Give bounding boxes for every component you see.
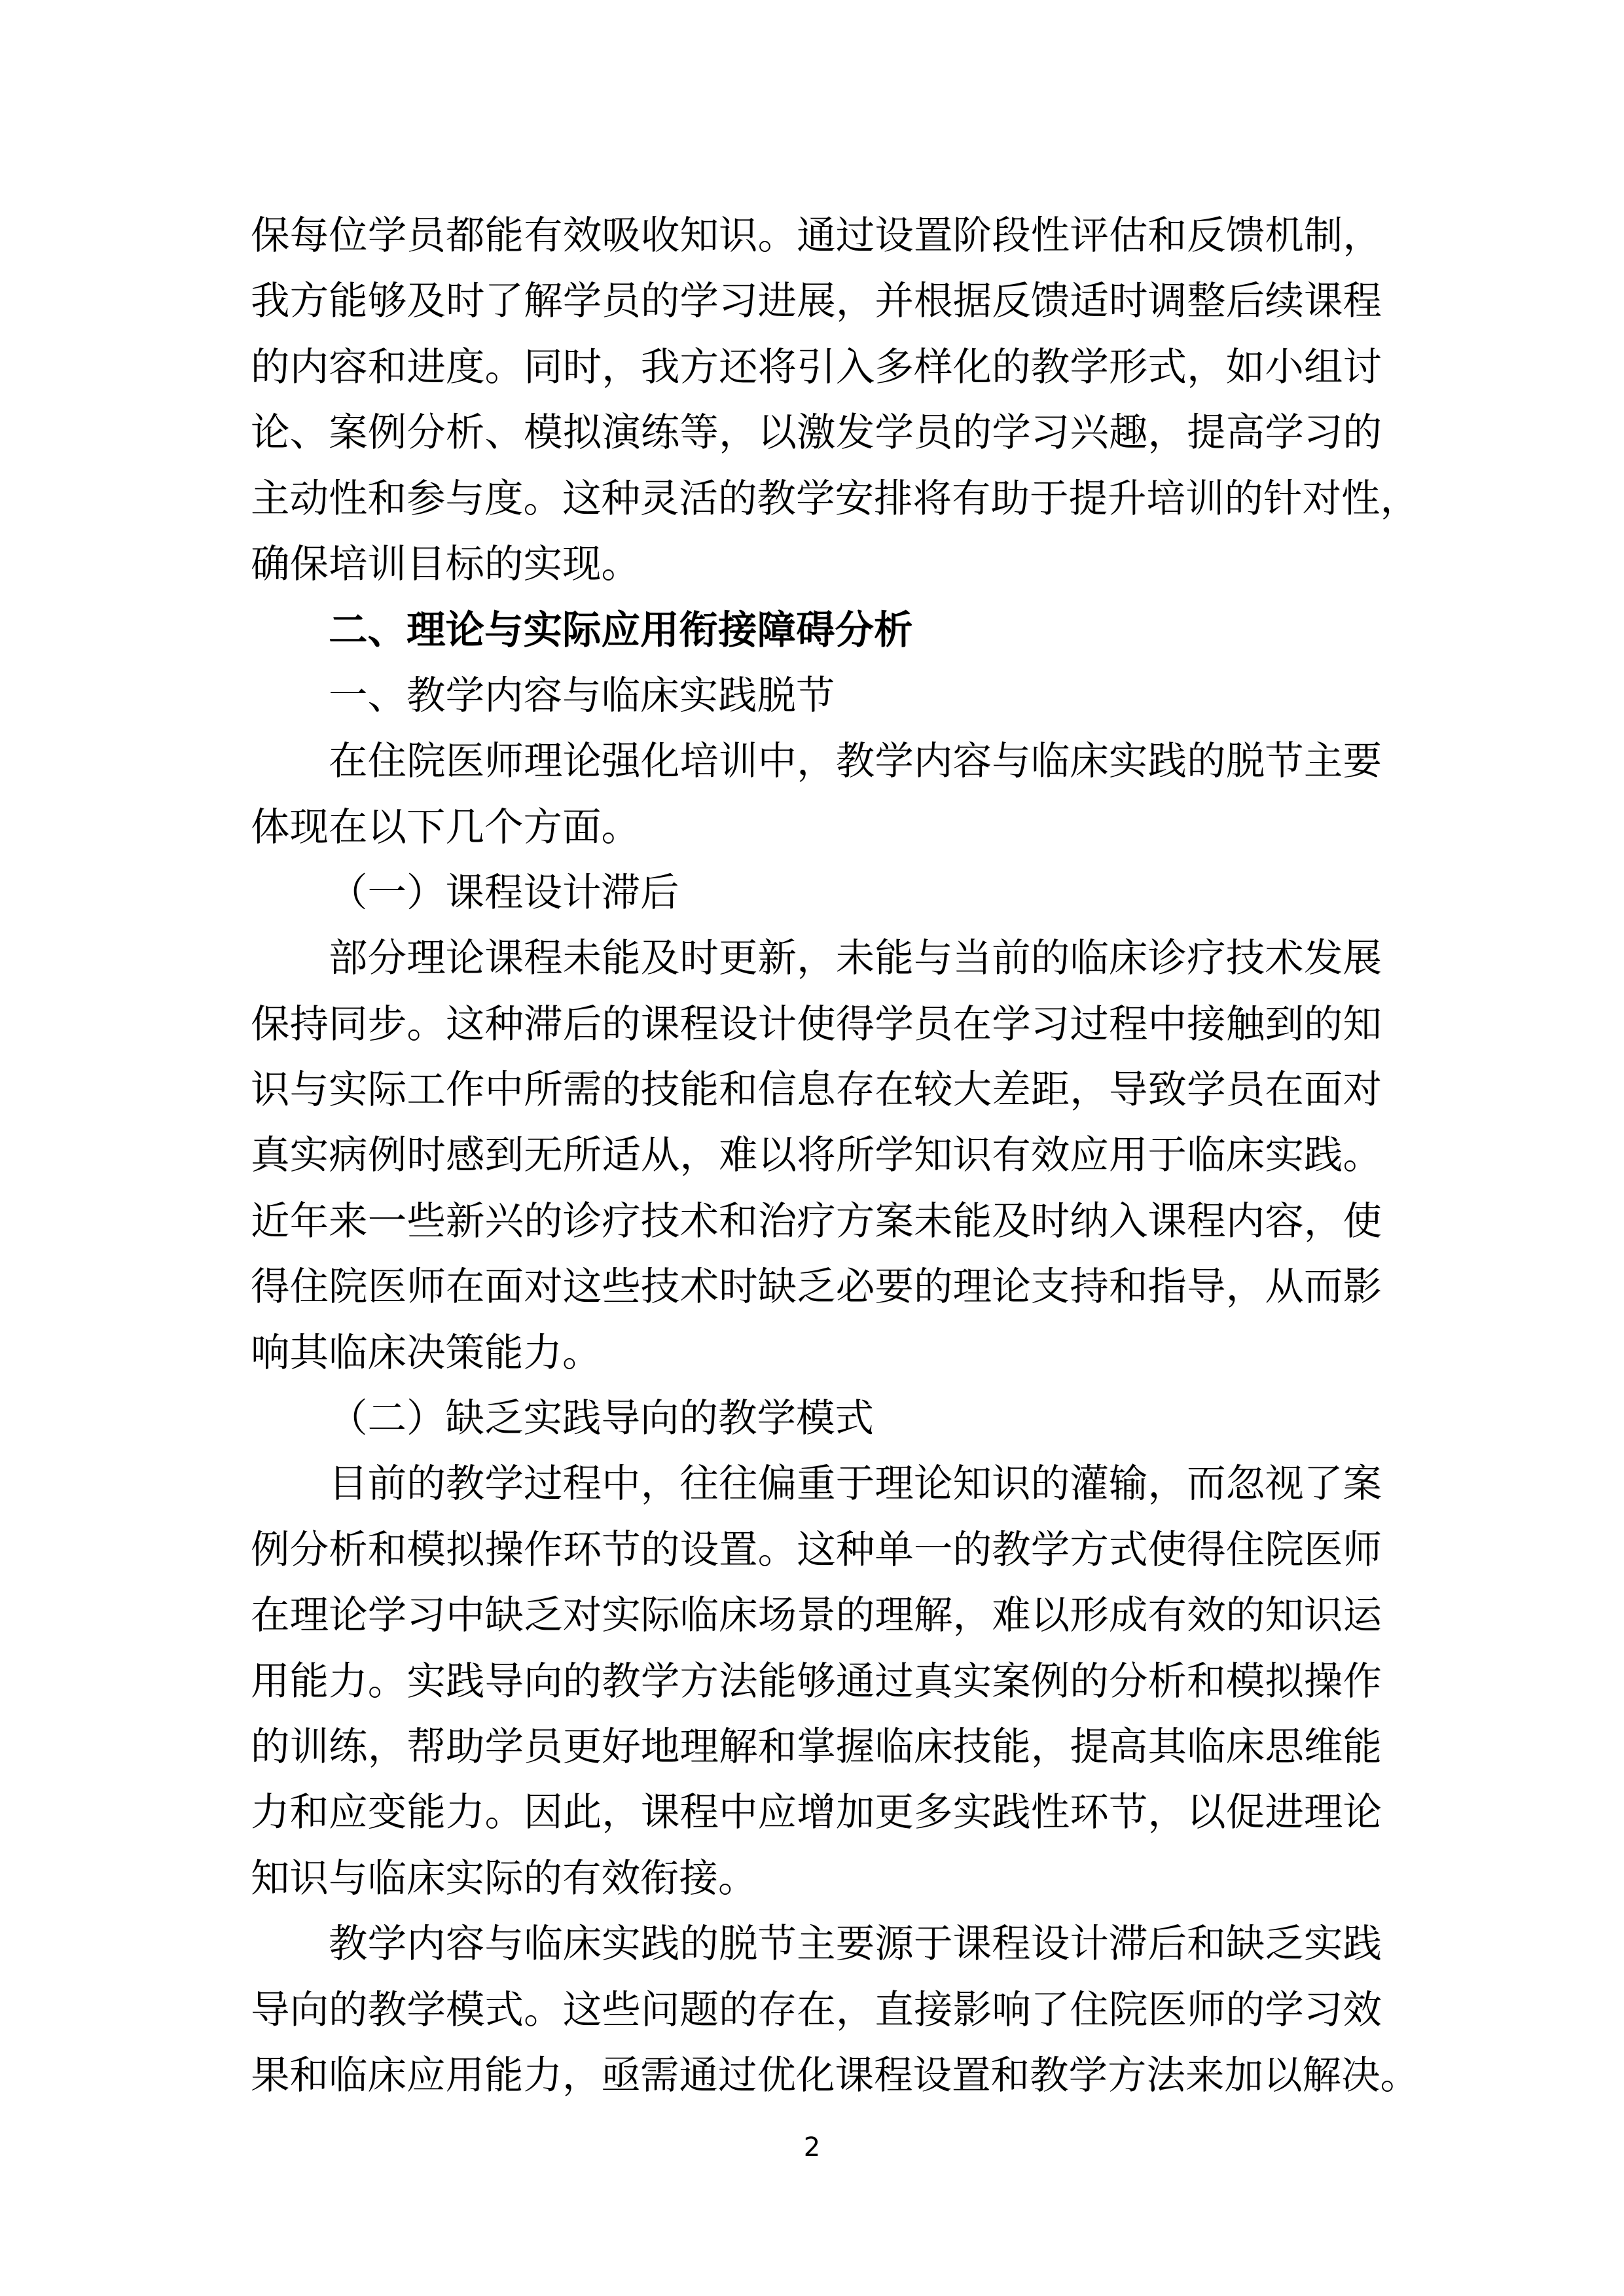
text-line: 二、理论与实际应用衔接障碍分析	[329, 607, 913, 654]
text-line: 保每位学员都能有效吸收知识。通过设置阶段性评估和反馈机制，	[251, 213, 1382, 259]
paragraph	[251, 1452, 1382, 1912]
paragraph	[251, 926, 1382, 1386]
text-line: 主动性和参与度。这种灵活的教学安排将有助于提升培训的针对性，	[251, 476, 1419, 522]
text-line: 目前的教学过程中，往往偏重于理论知识的灌输，而忽视了案	[329, 1462, 1382, 1507]
text-line: 得住院医师在面对这些技术时缺乏必要的理论支持和指导，从而影	[251, 1265, 1382, 1310]
text-line: 知识与临床实际的有效衔接。	[251, 1856, 757, 1901]
text-line: 我方能够及时了解学员的学习进展，并根据反馈适时调整后续课程	[251, 279, 1382, 325]
text-line: 近年来一些新兴的诊疗技术和治疗方案未能及时纳入课程内容，使	[251, 1198, 1382, 1244]
text-line: 在理论学习中缺乏对实际临床场景的理解，难以形成有效的知识运	[251, 1593, 1382, 1639]
section-heading	[251, 598, 1382, 663]
text-line: 识与实际工作中所需的技能和信息存在较大差距，导致学员在面对	[251, 1067, 1382, 1113]
text-line: 的内容和进度。同时，我方还将引入多样化的教学形式，如小组讨	[251, 344, 1382, 390]
text-line: 用能力。实践导向的教学方法能够通过真实案例的分析和模拟操作	[251, 1659, 1382, 1704]
subsection-heading	[251, 664, 1382, 729]
text-line: 响其临床决策能力。	[251, 1330, 602, 1376]
paragraph	[251, 204, 1419, 598]
page-number: 2	[803, 2132, 821, 2162]
text-line: 部分理论课程未能及时更新，未能与当前的临床诊疗技术发展	[329, 936, 1382, 982]
text-line: 果和临床应用能力，亟需通过优化课程设置和教学方法来加以解决。	[251, 2053, 1419, 2098]
text-line: 确保培训目标的实现。	[251, 541, 640, 587]
text-line: 在住院医师理论强化培训中，教学内容与临床实践的脱节主要	[329, 739, 1382, 785]
paragraph	[251, 729, 1382, 861]
text-line: 保持同步。这种滞后的课程设计使得学员在学习过程中接触到的知	[251, 1001, 1382, 1047]
text-line: （二）缺乏实践导向的教学模式	[329, 1396, 874, 1442]
text-line: 体现在以下几个方面。	[251, 804, 640, 850]
subsection-heading	[251, 1386, 1382, 1452]
text-line: 一、教学内容与临床实践脱节	[329, 673, 835, 719]
subsection-heading	[251, 861, 1382, 926]
text-line: 导向的教学模式。这些问题的存在，直接影响了住院医师的学习效	[251, 1987, 1382, 2033]
text-line: 例分析和模拟操作环节的设置。这种单一的教学方式使得住院医师	[251, 1527, 1382, 1573]
text-line: （一）课程设计滞后	[329, 870, 679, 916]
text-line: 真实病例时感到无所适从，难以将所学知识有效应用于临床实践。	[251, 1133, 1382, 1179]
text-line: 力和应变能力。因此，课程中应增加更多实践性环节，以促进理论	[251, 1790, 1382, 1836]
paragraph	[251, 1912, 1419, 2109]
document-body	[251, 204, 1419, 2109]
text-line: 论、案例分析、模拟演练等，以激发学员的学习兴趣，提高学习的	[251, 410, 1382, 456]
text-line: 教学内容与临床实践的脱节主要源于课程设计滞后和缺乏实践	[329, 1922, 1382, 1967]
text-line: 的训练，帮助学员更好地理解和掌握临床技能，提高其临床思维能	[251, 1724, 1382, 1770]
